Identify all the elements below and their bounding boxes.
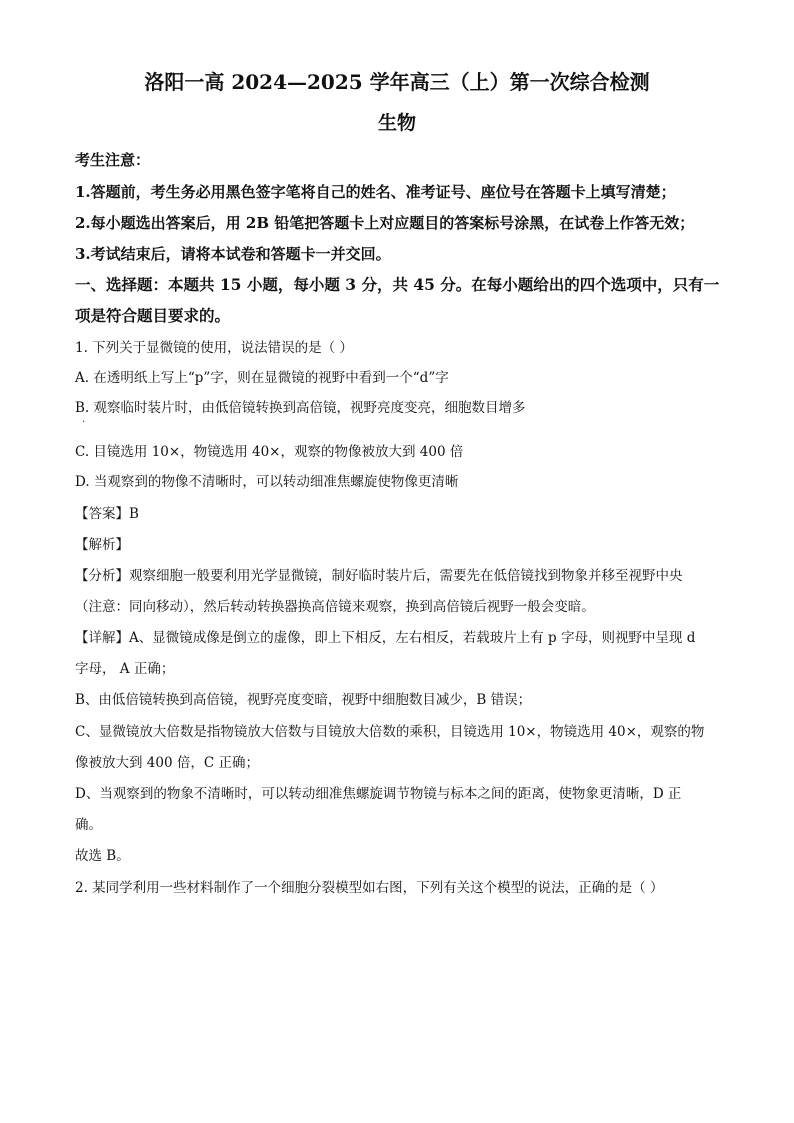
section-heading-cont: 项是符合题目要求的。 bbox=[75, 306, 231, 325]
question-2-stem: 2. 某同学利用一些材料制作了一个细胞分裂模型如右图，下列有关这个模型的说法，正确的是（ ） bbox=[75, 880, 664, 896]
exam-title: 洛阳一高 2024—2025 学年高三（上）第一次综合检测 bbox=[144, 70, 650, 94]
question-1-option-d: D. 当观察到的物像不清晰时，可以转动细准焦螺旋使物像更清晰 bbox=[75, 474, 459, 490]
notice-item: 3.考试结束后，请将本试卷和答题卡一并交回。 bbox=[75, 245, 391, 263]
question-1-option-b: B. 观察临时装片时，由低倍镜转换到高倍镜，视野亮度变亮，细胞数目增多 bbox=[75, 400, 526, 416]
analysis-line: 像被放大到 400 倍，C 正确； bbox=[75, 755, 259, 771]
question-1-option-a: A. 在透明纸上写上“p”字，则在显微镜的视野中看到一个“d”字 bbox=[75, 370, 449, 386]
analysis-label: 【解析】 bbox=[75, 537, 129, 553]
analysis-line: （注意：同向移动），然后转动转换器换高倍镜来观察，换到高倍镜后视野一般会变暗。 bbox=[75, 599, 595, 615]
notice-item: 2.每小题选出答案后，用 2B 铅笔把答题卡上对应题目的答案标号涂黑，在试卷上作答无效； bbox=[75, 214, 695, 232]
analysis-line: 字母， A 正确； bbox=[75, 661, 175, 677]
stray-mark: · bbox=[82, 417, 86, 428]
analysis-line: 【详解】A、显微镜成像是倒立的虚像，即上下相反，左右相反，若载玻片上有 p 字母，则视野中呈现 d bbox=[75, 630, 696, 646]
analysis-line: 故选 B。 bbox=[75, 848, 130, 864]
analysis-line: D、当观察到的物象不清晰时，可以转动细准焦螺旋调节物镜与标本之间的距离，使物象更清晰，D 正 bbox=[75, 786, 682, 802]
notice-heading: 考生注意： bbox=[75, 151, 151, 169]
question-1-option-c: C. 目镜选用 10×，物镜选用 40×，观察的物像被放大到 400 倍 bbox=[75, 444, 464, 460]
notice-item: 1.答题前，考生务必用黑色签字笔将自己的姓名、准考证号、座位号在答题卡上填写清楚； bbox=[75, 183, 676, 201]
analysis-line: 【分析】观察细胞一般要利用光学显微镜，制好临时装片后，需要先在低倍镜找到物象并移至视野中央 bbox=[75, 568, 683, 584]
section-heading: 一、选择题：本题共 15 小题，每小题 3 分，共 45 分。在每小题给出的四个选项中，只有一 bbox=[75, 275, 720, 294]
analysis-line: 确。 bbox=[75, 817, 102, 833]
analysis-line: B、由低倍镜转换到高倍镜，视野亮度变暗，视野中细胞数目减少，B 错误； bbox=[75, 692, 532, 708]
question-1-stem: 1. 下列关于显微镜的使用，说法错误的是（ ） bbox=[75, 340, 353, 356]
subject-title: 生物 bbox=[377, 112, 416, 134]
answer-label: 【答案】B bbox=[75, 506, 139, 522]
analysis-line: C、显微镜放大倍数是指物镜放大倍数与目镜放大倍数的乘积，目镜选用 10×，物镜选用 40×，观察的物 bbox=[75, 724, 705, 740]
